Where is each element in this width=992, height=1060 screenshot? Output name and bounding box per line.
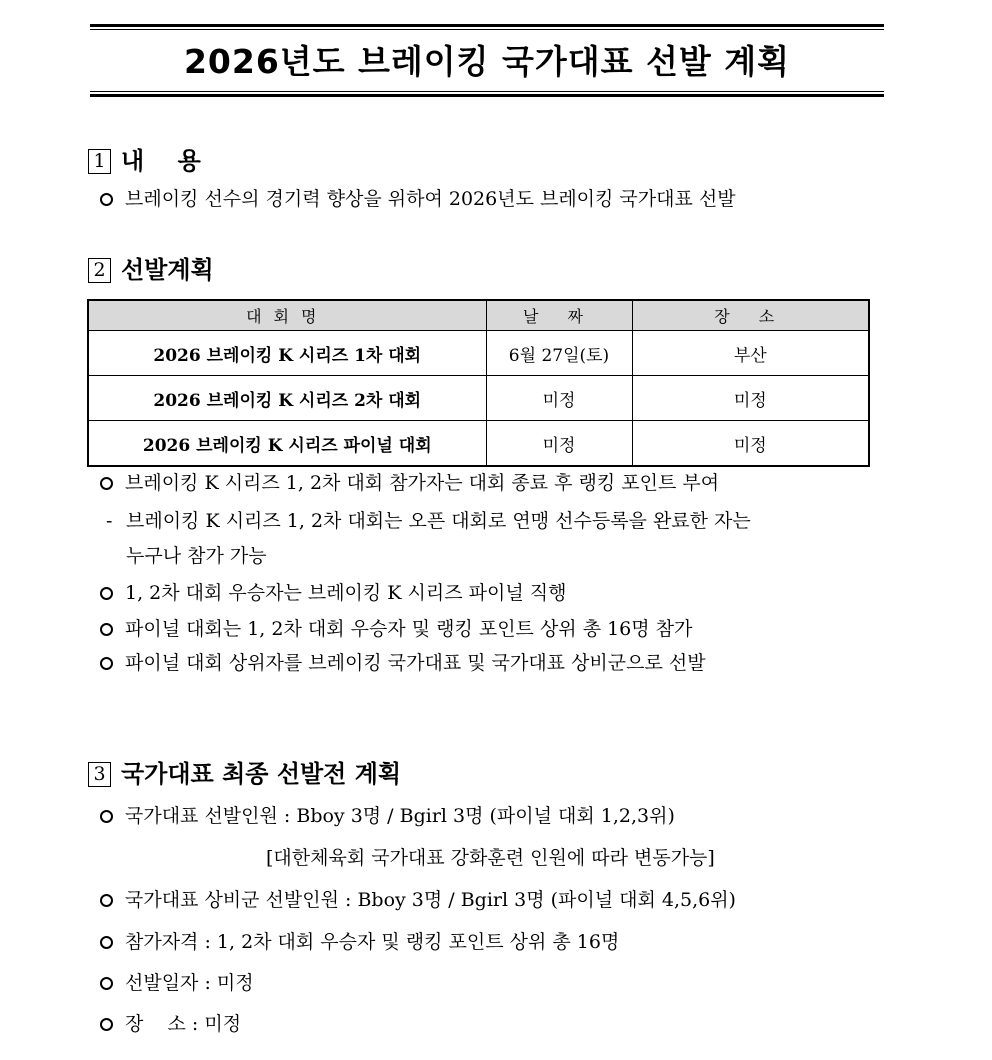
bullet-text: 브레이킹 선수의 경기력 향상을 위하여 2026년도 브레이킹 국가대표 선발 <box>125 188 736 210</box>
section-1-bullet <box>100 186 736 212</box>
section-1-title: 내 용 <box>121 147 201 175</box>
venue-value: : 미정 <box>185 1013 242 1035</box>
date-cell: 미정 <box>486 421 632 467</box>
section-3-number: 3 <box>88 762 111 787</box>
page-title: 2026년도 브레이킹 국가대표 선발 계획 <box>183 42 791 81</box>
title-box <box>90 24 884 99</box>
event-name-cell: 2026 브레이킹 K 시리즈 2차 대회 <box>88 376 486 421</box>
section-1-number: 1 <box>88 149 111 174</box>
sub-item-text: 브레이킹 K 시리즈 1, 2차 대회는 오픈 대회로 연맹 선수등록을 완료한 자는 <box>126 510 751 532</box>
date-cell: 6월 27일(토) <box>486 331 632 376</box>
title-bottom-rule <box>90 94 884 97</box>
section-1-heading <box>88 146 201 176</box>
header-event-name: 대회명 <box>88 300 486 331</box>
bullet-text: 선발일자 : 미정 <box>125 972 254 994</box>
circle-bullet-icon <box>100 623 113 636</box>
title-top-rule-thin <box>90 29 884 30</box>
section-2-bullet-2 <box>100 580 566 606</box>
bullet-text: 국가대표 상비군 선발인원 : Bboy 3명 / Bgirl 3명 (파이널 대회 4,5,6위) <box>125 889 736 911</box>
table-row <box>88 331 869 376</box>
circle-bullet-icon <box>100 657 113 670</box>
title-bottom-rule-thin <box>90 91 884 92</box>
section-2-heading <box>88 255 214 285</box>
section-2-bullet-4 <box>100 650 706 676</box>
venue-cell: 미정 <box>632 376 869 421</box>
bullet-text: 1, 2차 대회 우승자는 브레이킹 K 시리즈 파이널 직행 <box>125 582 567 604</box>
selection-plan-table <box>87 299 870 467</box>
event-name-cell: 2026 브레이킹 K 시리즈 파이널 대회 <box>88 421 486 467</box>
circle-bullet-icon <box>100 587 113 600</box>
circle-bullet-icon <box>100 936 113 949</box>
sub-item-text: 누구나 참가 가능 <box>126 545 267 567</box>
title-top-rule <box>90 24 884 27</box>
venue-label: 장 소 <box>125 1013 186 1035</box>
circle-bullet-icon <box>100 894 113 907</box>
section-2-bullet-1 <box>100 470 719 496</box>
table-row <box>88 421 869 467</box>
section-2-sub-item-continued <box>126 543 267 569</box>
table-header-row <box>88 300 869 331</box>
section-3-bullet-5 <box>100 1011 241 1037</box>
venue-cell: 미정 <box>632 421 869 467</box>
section-3-note <box>266 845 715 871</box>
event-name-cell: 2026 브레이킹 K 시리즈 1차 대회 <box>88 331 486 376</box>
bullet-text: 파이널 대회 상위자를 브레이킹 국가대표 및 국가대표 상비군으로 선발 <box>125 652 706 674</box>
circle-bullet-icon <box>100 477 113 490</box>
section-3-bullet-2 <box>100 887 736 913</box>
dash-marker: - <box>106 510 113 532</box>
venue-cell: 부산 <box>632 331 869 376</box>
header-venue: 장 소 <box>632 300 869 331</box>
bullet-text: 브레이킹 K 시리즈 1, 2차 대회 참가자는 대회 종료 후 랭킹 포인트 부여 <box>125 472 720 494</box>
section-2-number: 2 <box>88 258 111 283</box>
circle-bullet-icon <box>100 977 113 990</box>
note-text: [대한체육회 국가대표 강화훈련 인원에 따라 변동가능] <box>266 847 715 869</box>
table-row <box>88 376 869 421</box>
section-3-bullet-4 <box>100 970 254 996</box>
header-date: 날 짜 <box>486 300 632 331</box>
section-3-heading <box>88 759 401 789</box>
circle-bullet-icon <box>100 1018 113 1031</box>
date-cell: 미정 <box>486 376 632 421</box>
bullet-text: 참가자격 : 1, 2차 대회 우승자 및 랭킹 포인트 상위 총 16명 <box>125 931 620 953</box>
section-2-sub-item <box>106 508 751 534</box>
section-3-bullet-1 <box>100 803 675 829</box>
bullet-text: 파이널 대회는 1, 2차 대회 우승자 및 랭킹 포인트 상위 총 16명 참가 <box>125 618 693 640</box>
section-3-bullet-3 <box>100 929 619 955</box>
section-3-title: 국가대표 최종 선발전 계획 <box>121 760 402 788</box>
section-2-title: 선발계획 <box>121 256 214 284</box>
section-2-bullet-3 <box>100 616 692 642</box>
bullet-text: 국가대표 선발인원 : Bboy 3명 / Bgirl 3명 (파이널 대회 1,2,3위) <box>125 805 675 827</box>
circle-bullet-icon <box>100 810 113 823</box>
circle-bullet-icon <box>100 193 113 206</box>
